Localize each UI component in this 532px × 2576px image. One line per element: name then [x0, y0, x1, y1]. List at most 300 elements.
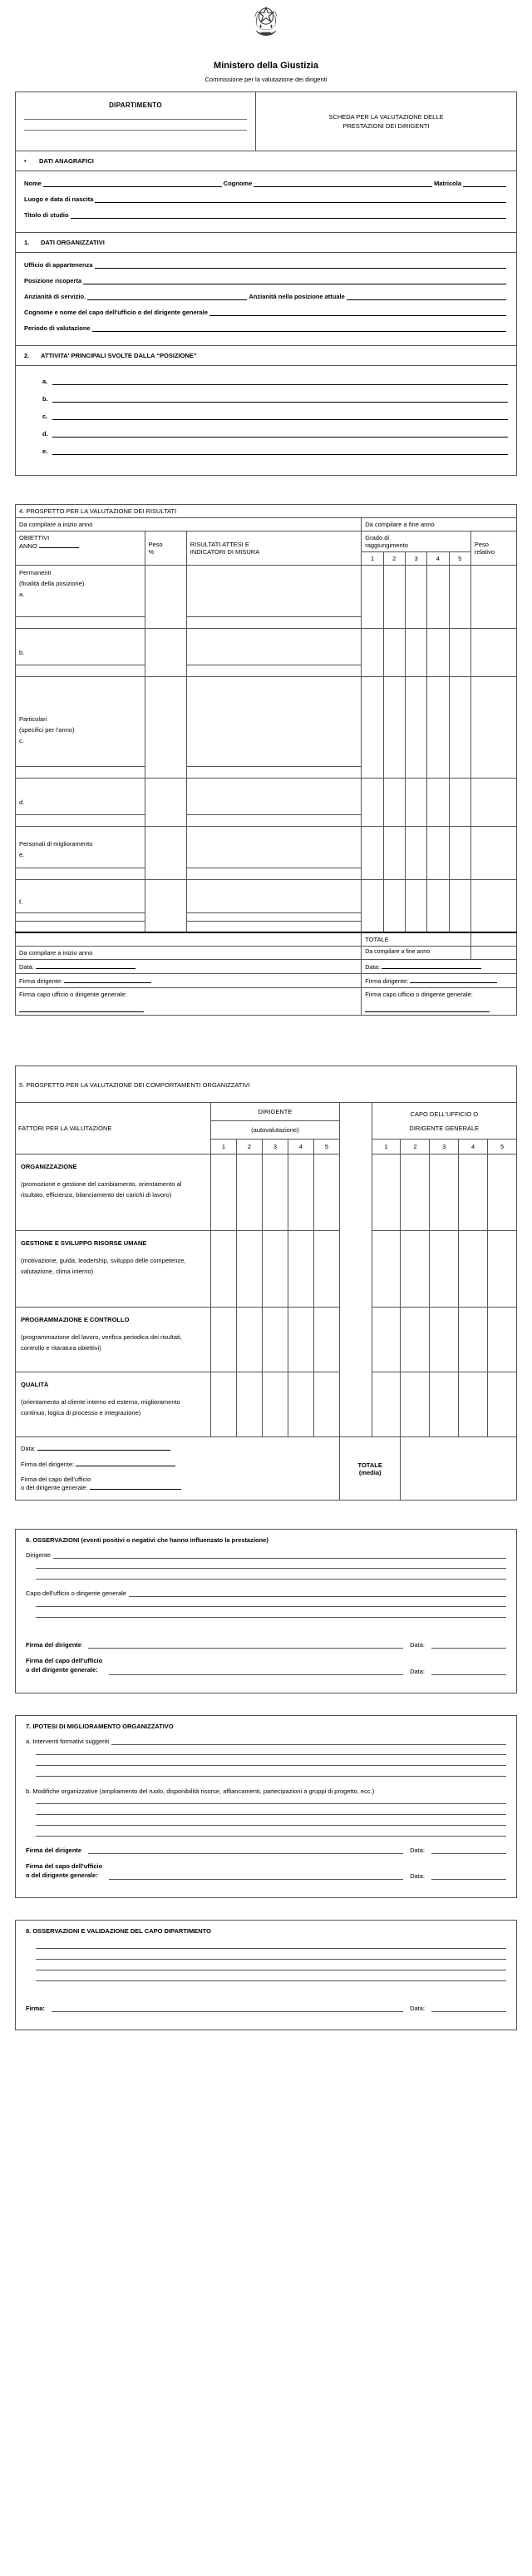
totale-l1: TOTALE — [357, 1461, 382, 1469]
scheda-line-1: SCHEDA PER LA VALUTAZIONE DELLE — [328, 112, 444, 121]
spacer — [15, 1898, 517, 1920]
capo-score-hr-4[interactable] — [459, 1231, 488, 1308]
table-row — [16, 880, 517, 913]
objective-key-f: f. — [19, 898, 23, 906]
italian-republic-emblem-icon — [252, 5, 280, 44]
data-inizio-input[interactable] — [36, 962, 135, 969]
spacer-cell — [339, 1155, 372, 1231]
attivita-input-b[interactable] — [52, 395, 508, 403]
objective-extra-d[interactable] — [16, 815, 145, 827]
grado-cell-d-1[interactable] — [362, 779, 383, 827]
dir-score-org-5[interactable] — [313, 1155, 339, 1231]
table-row — [16, 932, 517, 947]
capo-score-org-4[interactable] — [459, 1155, 488, 1231]
grado-cell-e-4[interactable] — [427, 827, 449, 880]
attivita-input-a[interactable] — [52, 378, 508, 385]
validazione-line-4[interactable] — [36, 1980, 506, 1981]
validazione-block — [15, 1920, 517, 2030]
risultati-extra-f2[interactable] — [186, 922, 362, 932]
capo-header-l1: CAPO DELL'UFFICIO O — [410, 1110, 479, 1118]
attivita-header — [15, 346, 517, 366]
factor-organizzazione — [16, 1155, 211, 1231]
anagrafici-title: DATI ANAGRAFICI — [39, 157, 94, 165]
ipotesi-a-row — [26, 1738, 506, 1745]
risultati-cell-b[interactable] — [186, 629, 362, 665]
osservazioni-capo-label: Capo dell'ufficio o dirigente generale — [26, 1590, 126, 1597]
capo-score-hr-5[interactable] — [488, 1231, 517, 1308]
data-label: Data: — [21, 1445, 36, 1452]
attivita-key: e. — [42, 447, 48, 455]
firma-dirigente-label: Firma del dirigente — [26, 1846, 82, 1854]
comportamenti-data-input[interactable] — [37, 1444, 170, 1451]
scale-header-1: 1 — [362, 552, 383, 566]
table-row — [16, 1437, 517, 1501]
nome-input[interactable] — [43, 180, 222, 187]
col-peso-relativo — [470, 532, 516, 566]
department-scheda-box — [15, 91, 517, 151]
peso-cell-b[interactable] — [145, 629, 186, 677]
field-capo-ufficio — [24, 309, 508, 316]
scale-header-3: 3 — [405, 552, 426, 566]
osservazioni-capo-row — [26, 1590, 506, 1597]
matricola-input[interactable] — [463, 180, 506, 187]
table-row — [16, 779, 517, 815]
attivita-key: a. — [42, 378, 48, 385]
col-peso — [145, 532, 186, 566]
osservazioni-capo-input[interactable] — [129, 1590, 506, 1597]
grado-cell-f-5[interactable] — [449, 880, 470, 932]
dir-score-org-2[interactable] — [236, 1155, 262, 1231]
anno-input[interactable] — [39, 541, 79, 548]
footer-blank — [470, 947, 516, 960]
totale-media-value[interactable] — [401, 1437, 517, 1501]
grado-cell-f-3[interactable] — [405, 880, 426, 932]
organizzativi-title: DATI ORGANIZZATIVI — [41, 239, 105, 246]
dir-score-hr-2[interactable] — [236, 1231, 262, 1308]
matricola-label: Matricola — [434, 180, 461, 187]
attivita-key: d. — [42, 430, 48, 438]
firma-capo-l2: o del dirigente generale: — [26, 1666, 98, 1674]
capo-header — [372, 1103, 516, 1140]
dir-score-org-4[interactable] — [288, 1155, 313, 1231]
risultati-cell-f[interactable] — [186, 880, 362, 913]
luogo-input[interactable] — [95, 195, 506, 203]
anzianita-posizione-label: Anzianità nella posizione attuale — [249, 293, 345, 300]
firma-capo-l2: o del dirigente generale: — [21, 1484, 88, 1491]
osservazioni-capo-line-2[interactable] — [36, 1606, 506, 1607]
spacer-cell — [339, 1308, 372, 1372]
peso-relativo-e[interactable] — [470, 827, 516, 880]
grado-cell-b-5[interactable] — [449, 629, 470, 677]
col-risultati — [186, 532, 362, 566]
titolo-label: Titolo di studio — [24, 211, 69, 219]
scale-header-4: 4 — [427, 552, 449, 566]
factor-desc: (orientamento al cliente interno ed esterno, miglioramento continuo, logica di processo e integrazione) — [21, 1398, 180, 1417]
objective-key-e: e. — [19, 850, 25, 858]
table-row — [16, 566, 517, 617]
grado-cell-f-4[interactable] — [427, 880, 449, 932]
osservazioni-dirigente-line-2[interactable] — [36, 1568, 506, 1569]
organizzativi-number: 1. — [24, 239, 30, 246]
table-row — [16, 629, 517, 665]
osservazioni-dirigente-line-3[interactable] — [36, 1579, 506, 1580]
department-rule-2[interactable] — [24, 130, 247, 131]
peso-relativo-b[interactable] — [470, 629, 516, 677]
osservazioni-data-dirigente-input[interactable] — [431, 1641, 506, 1649]
capo-score-prog-1[interactable] — [372, 1308, 401, 1372]
attivita-input-d[interactable] — [52, 430, 508, 438]
data-fine-input[interactable] — [382, 962, 481, 969]
table-row — [16, 677, 517, 767]
capo-score-qual-5[interactable] — [488, 1372, 517, 1437]
risultati-extra-f1[interactable] — [186, 913, 362, 922]
dir-score-prog-1[interactable] — [210, 1308, 236, 1372]
capo-score-qual-2[interactable] — [401, 1372, 430, 1437]
capo-score-prog-3[interactable] — [430, 1308, 459, 1372]
dir-score-prog-2[interactable] — [236, 1308, 262, 1372]
posizione-input[interactable] — [83, 277, 506, 284]
factor-risorse-umane — [16, 1231, 211, 1308]
peso-relativo-d[interactable] — [470, 779, 516, 827]
validazione-title: 8. OSSERVAZIONI E VALIDAZIONE DEL CAPO DIPARTIMENTO — [26, 1927, 211, 1936]
spacer — [15, 1693, 517, 1715]
ipotesi-firma-dirigente-input[interactable] — [88, 1847, 403, 1854]
col-peso-rel-l2: relativo — [474, 548, 495, 556]
dir-scale-5: 5 — [313, 1140, 339, 1155]
osservazioni-title: 6. OSSERVAZIONI (eventi positivi o negativi che hanno influenzato la prestazione) — [26, 1536, 268, 1544]
table-row — [16, 1372, 517, 1437]
risultati-extra-b[interactable] — [186, 665, 362, 677]
firma-capo-inizio-input[interactable] — [19, 1006, 144, 1012]
capo-score-org-3[interactable] — [430, 1155, 459, 1231]
spacer — [26, 1991, 506, 2005]
grado-cell-d-5[interactable] — [449, 779, 470, 827]
data-label: Data: — [365, 963, 381, 971]
grado-cell-a-1[interactable] — [362, 566, 383, 629]
attivita-title: ATTIVITA' PRINCIPALI SVOLTE DALLA “POSIZIONE” — [41, 352, 197, 359]
dir-scale-4: 4 — [288, 1140, 313, 1155]
capo-score-prog-2[interactable] — [401, 1308, 430, 1372]
table-row — [16, 947, 517, 960]
grado-cell-a-3[interactable] — [405, 566, 426, 629]
peso-cell-d[interactable] — [145, 779, 186, 827]
grado-cell-d-2[interactable] — [383, 779, 405, 827]
peso-relativo-a[interactable] — [470, 566, 516, 629]
ipotesi-a-input[interactable] — [111, 1738, 506, 1745]
posizione-label: Posizione ricoperta — [24, 277, 82, 284]
grado-cell-a-2[interactable] — [383, 566, 405, 629]
capo-score-qual-4[interactable] — [459, 1372, 488, 1437]
objective-extra-f1[interactable] — [16, 913, 145, 922]
ipotesi-a-line-4[interactable] — [36, 1776, 506, 1777]
grado-cell-b-4[interactable] — [427, 629, 449, 677]
ipotesi-firma-capo-input[interactable] — [109, 1872, 403, 1880]
anzianita-posizione-input[interactable] — [347, 293, 506, 300]
table-row — [16, 505, 517, 518]
ipotesi-b-line-2[interactable] — [36, 1814, 506, 1815]
attivita-key: c. — [42, 413, 48, 420]
firma-dirigente-fine-input[interactable] — [410, 977, 497, 983]
validazione-line-2[interactable] — [36, 1959, 506, 1960]
validazione-data-input[interactable] — [431, 2005, 506, 2012]
risultati-title: 4. PROSPETTO PER LA VALUTAZIONE DEI RISULTATI — [16, 505, 517, 518]
validazione-firma-row — [26, 2005, 506, 2012]
grado-cell-c-4[interactable] — [427, 677, 449, 779]
osservazioni-dirigente-row — [26, 1551, 506, 1559]
risultati-extra-e[interactable] — [186, 868, 362, 880]
dir-score-qual-1[interactable] — [210, 1372, 236, 1437]
grado-cell-f-1[interactable] — [362, 880, 383, 932]
dirigente-header: DIRIGENTE — [210, 1103, 339, 1121]
dir-score-prog-5[interactable] — [313, 1308, 339, 1372]
firma-capo-label: Firma capo ufficio o dirigente generale: — [365, 991, 473, 998]
field-periodo — [24, 324, 508, 332]
attivita-item — [42, 413, 508, 420]
spacer — [15, 1044, 517, 1066]
factor-desc: (programmazione del lavoro, verifica periodica dei risultati, controllo e ritaratura obiettivi) — [21, 1333, 182, 1352]
dir-score-hr-3[interactable] — [262, 1231, 288, 1308]
ipotesi-b-line-1[interactable] — [36, 1803, 506, 1804]
peso-cell-c[interactable] — [145, 677, 186, 779]
ufficio-input[interactable] — [95, 261, 506, 269]
firma-capo-fine-input[interactable] — [365, 1006, 490, 1012]
field-luogo-data-nascita — [24, 195, 508, 203]
osservazioni-firma-dirigente-input[interactable] — [88, 1641, 403, 1649]
risultati-extra-d[interactable] — [186, 815, 362, 827]
fattori-label: FATTORI PER LA VALUTAZIONE — [16, 1103, 211, 1155]
dir-score-hr-1[interactable] — [210, 1231, 236, 1308]
capo-score-hr-3[interactable] — [430, 1231, 459, 1308]
capo-score-org-2[interactable] — [401, 1155, 430, 1231]
nome-label: Nome — [24, 180, 42, 187]
peso-cell-e[interactable] — [145, 827, 186, 880]
data-inizio — [16, 960, 362, 974]
spacer — [15, 1016, 517, 1044]
ipotesi-b-line-3[interactable] — [36, 1825, 506, 1826]
validazione-firma-input[interactable] — [52, 2005, 403, 2012]
spacer — [15, 476, 517, 504]
dir-scale-1: 1 — [210, 1140, 236, 1155]
autovalutazione-label: (autovalutazione) — [210, 1121, 339, 1140]
factor-desc: (motivazione, guida, leadership, sviluppo delle competenze, valutazione, clima interno) — [21, 1257, 186, 1276]
table-row — [16, 532, 517, 552]
spacer — [15, 1501, 517, 1529]
dir-score-qual-3[interactable] — [262, 1372, 288, 1437]
firma-capo-l2: o del dirigente generale: — [26, 1871, 98, 1879]
firma-capo-label: Firma capo ufficio o dirigente generale: — [19, 991, 127, 998]
grado-cell-e-3[interactable] — [405, 827, 426, 880]
dir-score-org-3[interactable] — [262, 1155, 288, 1231]
grado-cell-c-3[interactable] — [405, 677, 426, 779]
factor-desc: (promozione e gestione del cambiamento, orientamento al risultato, efficienza, bilanciamento dei carichi di lavoro) — [21, 1180, 182, 1199]
totale-l2: (media) — [358, 1468, 382, 1476]
risultati-extra-c[interactable] — [186, 767, 362, 779]
totale-value[interactable] — [470, 932, 516, 947]
emblem-container — [15, 0, 517, 44]
dir-score-prog-3[interactable] — [262, 1308, 288, 1372]
capo-score-hr-2[interactable] — [401, 1231, 430, 1308]
objective-extra-e[interactable] — [16, 868, 145, 880]
risultati-cell-d[interactable] — [186, 779, 362, 815]
grado-cell-c-1[interactable] — [362, 677, 383, 779]
objective-extra-f2[interactable] — [16, 922, 145, 932]
ipotesi-data-capo-input[interactable] — [431, 1872, 506, 1880]
grado-cell-a-5[interactable] — [449, 566, 470, 629]
capo-score-hr-1[interactable] — [372, 1231, 401, 1308]
comportamenti-title: 5. PROSPETTO PER LA VALUTAZIONE DEI COMPORTAMENTI ORGANIZZATIVI — [16, 1066, 517, 1103]
validazione-line-1[interactable] — [36, 1948, 506, 1949]
peso-cell-f[interactable] — [145, 880, 186, 932]
capo-scale-4: 4 — [459, 1140, 488, 1155]
titolo-input[interactable] — [71, 211, 506, 219]
anagrafici-header — [15, 151, 517, 171]
table-row — [16, 1308, 517, 1372]
objective-extra-a[interactable] — [16, 617, 145, 629]
osservazioni-dirigente-input[interactable] — [53, 1551, 506, 1559]
table-row — [16, 1066, 517, 1103]
grado-cell-b-2[interactable] — [383, 629, 405, 677]
grado-cell-e-1[interactable] — [362, 827, 383, 880]
risultati-cell-a[interactable] — [186, 566, 362, 617]
dir-score-qual-4[interactable] — [288, 1372, 313, 1437]
group-subtitle: (specifici per l'anno) — [19, 725, 75, 734]
comportamenti-firma-capo-input[interactable] — [90, 1483, 181, 1490]
osservazioni-data-capo-input[interactable] — [431, 1668, 506, 1675]
firma-label: Firma: — [26, 2005, 45, 2013]
periodo-input[interactable] — [92, 324, 506, 332]
cognome-label: Cognome — [223, 180, 253, 187]
table-row — [16, 974, 517, 988]
factor-name: PROGRAMMAZIONE E CONTROLLO — [21, 1316, 130, 1323]
grado-cell-d-4[interactable] — [427, 779, 449, 827]
risultati-cell-c[interactable] — [186, 677, 362, 767]
group-title: Permanenti — [19, 569, 52, 576]
ipotesi-b-line-4[interactable] — [36, 1836, 506, 1837]
col-peso-l2: % — [148, 548, 155, 556]
dir-score-prog-4[interactable] — [288, 1308, 313, 1372]
cognome-input[interactable] — [254, 180, 432, 187]
scheda-line-2: PRESTAZIONI DEI DIRIGENTI — [342, 122, 430, 130]
osservazioni-capo-line-3[interactable] — [36, 1617, 506, 1618]
objective-extra-c[interactable] — [16, 767, 145, 779]
grado-cell-d-3[interactable] — [405, 779, 426, 827]
col-peso-rel-l1: Peso — [474, 541, 489, 548]
totale-media-label — [339, 1437, 401, 1501]
capo-score-org-5[interactable] — [488, 1155, 517, 1231]
factor-name: ORGANIZZAZIONE — [21, 1163, 77, 1170]
field-ufficio — [24, 261, 508, 269]
attivita-input-c[interactable] — [52, 413, 508, 420]
group-title: Particolari — [19, 715, 47, 723]
attivita-body — [15, 366, 517, 476]
spacer-cell — [339, 1231, 372, 1308]
ipotesi-data-dirigente-input[interactable] — [431, 1847, 506, 1854]
department-rule-1[interactable] — [24, 119, 247, 120]
objective-d — [16, 779, 145, 815]
comportamenti-firma-dirigente-input[interactable] — [76, 1460, 175, 1466]
anzianita-servizio-label: Anzianità di servizio. — [24, 293, 86, 300]
grado-cell-b-3[interactable] — [405, 629, 426, 677]
col-obiettivi-l2: ANNO — [19, 542, 37, 550]
capo-score-prog-4[interactable] — [459, 1308, 488, 1372]
attivita-input-e[interactable] — [52, 447, 508, 455]
table-row — [16, 827, 517, 868]
ipotesi-block — [15, 1715, 517, 1899]
capo-score-qual-3[interactable] — [430, 1372, 459, 1437]
scheda-cell — [256, 92, 516, 151]
grado-cell-c-5[interactable] — [449, 677, 470, 779]
risultati-cell-e[interactable] — [186, 827, 362, 868]
dir-score-hr-5[interactable] — [313, 1231, 339, 1308]
group-particolari — [16, 677, 145, 767]
firma-capo-label — [26, 1656, 102, 1675]
spacer — [26, 1628, 506, 1641]
osservazioni-block — [15, 1529, 517, 1693]
capo-label: Cognome e nome del capo dell'ufficio o del dirigente generale — [24, 309, 208, 316]
field-anzianita — [24, 293, 508, 300]
capo-score-org-1[interactable] — [372, 1155, 401, 1231]
grado-cell-e-2[interactable] — [383, 827, 405, 880]
firma-dirigente-inizio-input[interactable] — [64, 977, 151, 983]
dir-score-qual-2[interactable] — [236, 1372, 262, 1437]
anzianita-servizio-input[interactable] — [87, 293, 247, 300]
firma-dirigente-label: Firma del dirigente — [26, 1641, 82, 1649]
data-label: Data: — [19, 963, 34, 971]
ipotesi-a-line-3[interactable] — [36, 1765, 506, 1766]
comportamenti-signature-block — [16, 1437, 340, 1501]
group-personali — [16, 827, 145, 868]
capo-input[interactable] — [209, 309, 506, 316]
grado-cell-a-4[interactable] — [427, 566, 449, 629]
field-titolo-studio — [24, 211, 508, 219]
table-row — [16, 518, 517, 532]
dir-score-qual-5[interactable] — [313, 1372, 339, 1437]
data-label: Data: — [410, 2005, 425, 2013]
objective-key-c: c. — [19, 736, 24, 744]
risultati-extra-a[interactable] — [186, 617, 362, 629]
ipotesi-a-line-2[interactable] — [36, 1754, 506, 1755]
footer-fine-anno: Da compilare a fine anno — [362, 947, 471, 960]
firma-capo-l1: Firma del capo dell'ufficio — [26, 1862, 103, 1870]
grado-cell-f-2[interactable] — [383, 880, 405, 932]
firma-capo-fine — [362, 988, 517, 1016]
attivita-number: 2. — [24, 352, 30, 359]
objective-extra-b[interactable] — [16, 665, 145, 677]
capo-score-prog-5[interactable] — [488, 1308, 517, 1372]
peso-relativo-c[interactable] — [470, 677, 516, 779]
capo-score-qual-1[interactable] — [372, 1372, 401, 1437]
grado-cell-c-2[interactable] — [383, 677, 405, 779]
dir-score-hr-4[interactable] — [288, 1231, 313, 1308]
data-label: Data: — [410, 1667, 425, 1675]
page-subtitle: Commissione per la valutazione dei dirigenti — [204, 76, 328, 83]
capo-scale-2: 2 — [401, 1140, 430, 1155]
grado-cell-b-1[interactable] — [362, 629, 383, 677]
peso-cell-a[interactable] — [145, 566, 186, 629]
data-label: Data: — [410, 1846, 425, 1854]
col-risultati-l2: INDICATORI DI MISURA — [190, 548, 260, 556]
comportamenti-table — [15, 1066, 517, 1501]
dir-score-org-1[interactable] — [210, 1155, 236, 1231]
osservazioni-firma-capo-input[interactable] — [109, 1668, 403, 1675]
attivita-item — [42, 447, 508, 455]
field-posizione — [24, 277, 508, 284]
scale-header-2: 2 — [383, 552, 405, 566]
peso-relativo-f[interactable] — [470, 880, 516, 932]
footer-inizio-anno: Da compilare a inizio anno — [16, 947, 362, 960]
col-risultati-l1: RISULTATI ATTESI E — [190, 541, 249, 548]
grado-cell-e-5[interactable] — [449, 827, 470, 880]
